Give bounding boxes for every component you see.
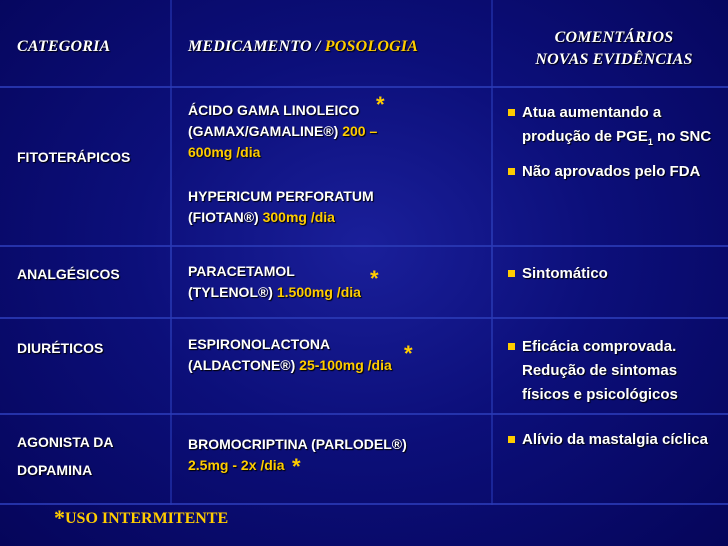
comment-item bbox=[508, 428, 718, 452]
comments-agonista bbox=[508, 428, 718, 452]
comment-item bbox=[508, 262, 718, 286]
bullet-icon bbox=[508, 343, 515, 350]
header-posologia-label: POSOLOGIA bbox=[324, 38, 419, 55]
column-divider bbox=[170, 0, 172, 505]
footer-star: * bbox=[54, 505, 65, 530]
medication-dose: 300mg /dia bbox=[262, 209, 335, 225]
medication-brand-dose bbox=[188, 207, 374, 228]
header-medicamento-label: MEDICAMENTO / bbox=[188, 38, 325, 55]
category-diureticos: DIURÉTICOS bbox=[17, 340, 104, 356]
medication-acido-gama-linoleico bbox=[188, 100, 377, 163]
footer-text: USO INTERMITENTE bbox=[65, 510, 229, 527]
medication-brand: (FIOTAN®) bbox=[188, 209, 263, 225]
intermittent-star: * bbox=[404, 341, 413, 366]
comment-text-b: no SNC bbox=[652, 128, 712, 145]
bullet-icon bbox=[508, 270, 515, 277]
category-line1: AGONISTA DA bbox=[17, 434, 114, 450]
comment-subscript: 1 bbox=[647, 137, 653, 147]
bullet-icon bbox=[508, 109, 515, 116]
comment-text bbox=[522, 101, 718, 154]
comment-text: Eficácia comprovada. Redução de sintomas físicos e psicológicos bbox=[522, 338, 678, 403]
bullet-icon bbox=[508, 168, 515, 175]
category-fitoterapicos: FITOTERÁPICOS bbox=[17, 149, 131, 165]
comment-text: Alívio da mastalgia cíclica bbox=[522, 431, 708, 448]
medication-name: HYPERICUM PERFORATUM bbox=[188, 188, 374, 204]
medication-brand-dose bbox=[188, 282, 361, 303]
row-divider bbox=[0, 245, 728, 247]
comment-text-a: Atua aumentando a produção de PGE bbox=[522, 104, 662, 145]
comment-item bbox=[508, 101, 718, 154]
medication-dose: 2.5mg - 2x /dia bbox=[188, 457, 285, 473]
medication-brand-dose bbox=[188, 121, 377, 142]
row-divider bbox=[0, 86, 728, 88]
medication-brand: (TYLENOL®) bbox=[188, 284, 277, 300]
medication-dose: 1.500mg /dia bbox=[276, 284, 361, 300]
footer-note bbox=[54, 505, 228, 531]
medication-name: BROMOCRIPTINA (PARLODEL®) bbox=[188, 436, 407, 452]
header-comentarios bbox=[505, 27, 723, 71]
medication-name: ÁCIDO GAMA LINOLEICO bbox=[188, 102, 360, 118]
comment-item bbox=[508, 335, 718, 407]
comments-analgesicos bbox=[508, 262, 718, 286]
medication-brand: (GAMAX/GAMALINE®) bbox=[188, 123, 343, 139]
comment-text: Sintomático bbox=[522, 265, 608, 282]
column-divider bbox=[491, 0, 493, 505]
comments-diureticos bbox=[508, 335, 718, 407]
medication-hypericum bbox=[188, 186, 374, 228]
medication-dose-cont: 600mg /dia bbox=[188, 144, 261, 160]
medication-dose: 25-100mg /dia bbox=[299, 357, 392, 373]
medication-brand: (ALDACTONE®) bbox=[188, 357, 300, 373]
medication-name: ESPIRONOLACTONA bbox=[188, 336, 331, 352]
header-medicamento bbox=[188, 38, 418, 56]
header-comentarios-line1: COMENTÁRIOS bbox=[554, 29, 674, 46]
row-divider bbox=[0, 317, 728, 319]
row-divider bbox=[0, 413, 728, 415]
medication-dose: 200 – bbox=[342, 123, 378, 139]
header-comentarios-line2: NOVAS EVIDÊNCIAS bbox=[535, 51, 693, 68]
comments-fitoterapicos bbox=[508, 101, 718, 184]
comment-item bbox=[508, 160, 718, 184]
category-agonista-dopamina bbox=[17, 430, 113, 482]
medication-espironolactona bbox=[188, 334, 392, 376]
category-analgesicos: ANALGÉSICOS bbox=[17, 266, 120, 282]
intermittent-star: * bbox=[376, 92, 385, 117]
intermittent-star: * bbox=[292, 454, 301, 479]
bullet-icon bbox=[508, 436, 515, 443]
medication-paracetamol bbox=[188, 261, 361, 303]
category-line2: DOPAMINA bbox=[17, 462, 93, 478]
medication-name: PARACETAMOL bbox=[188, 263, 295, 279]
header-categoria: CATEGORIA bbox=[17, 38, 111, 55]
medication-brand-dose bbox=[188, 355, 392, 376]
comment-text: Não aprovados pelo FDA bbox=[522, 163, 701, 180]
intermittent-star: * bbox=[370, 266, 379, 291]
